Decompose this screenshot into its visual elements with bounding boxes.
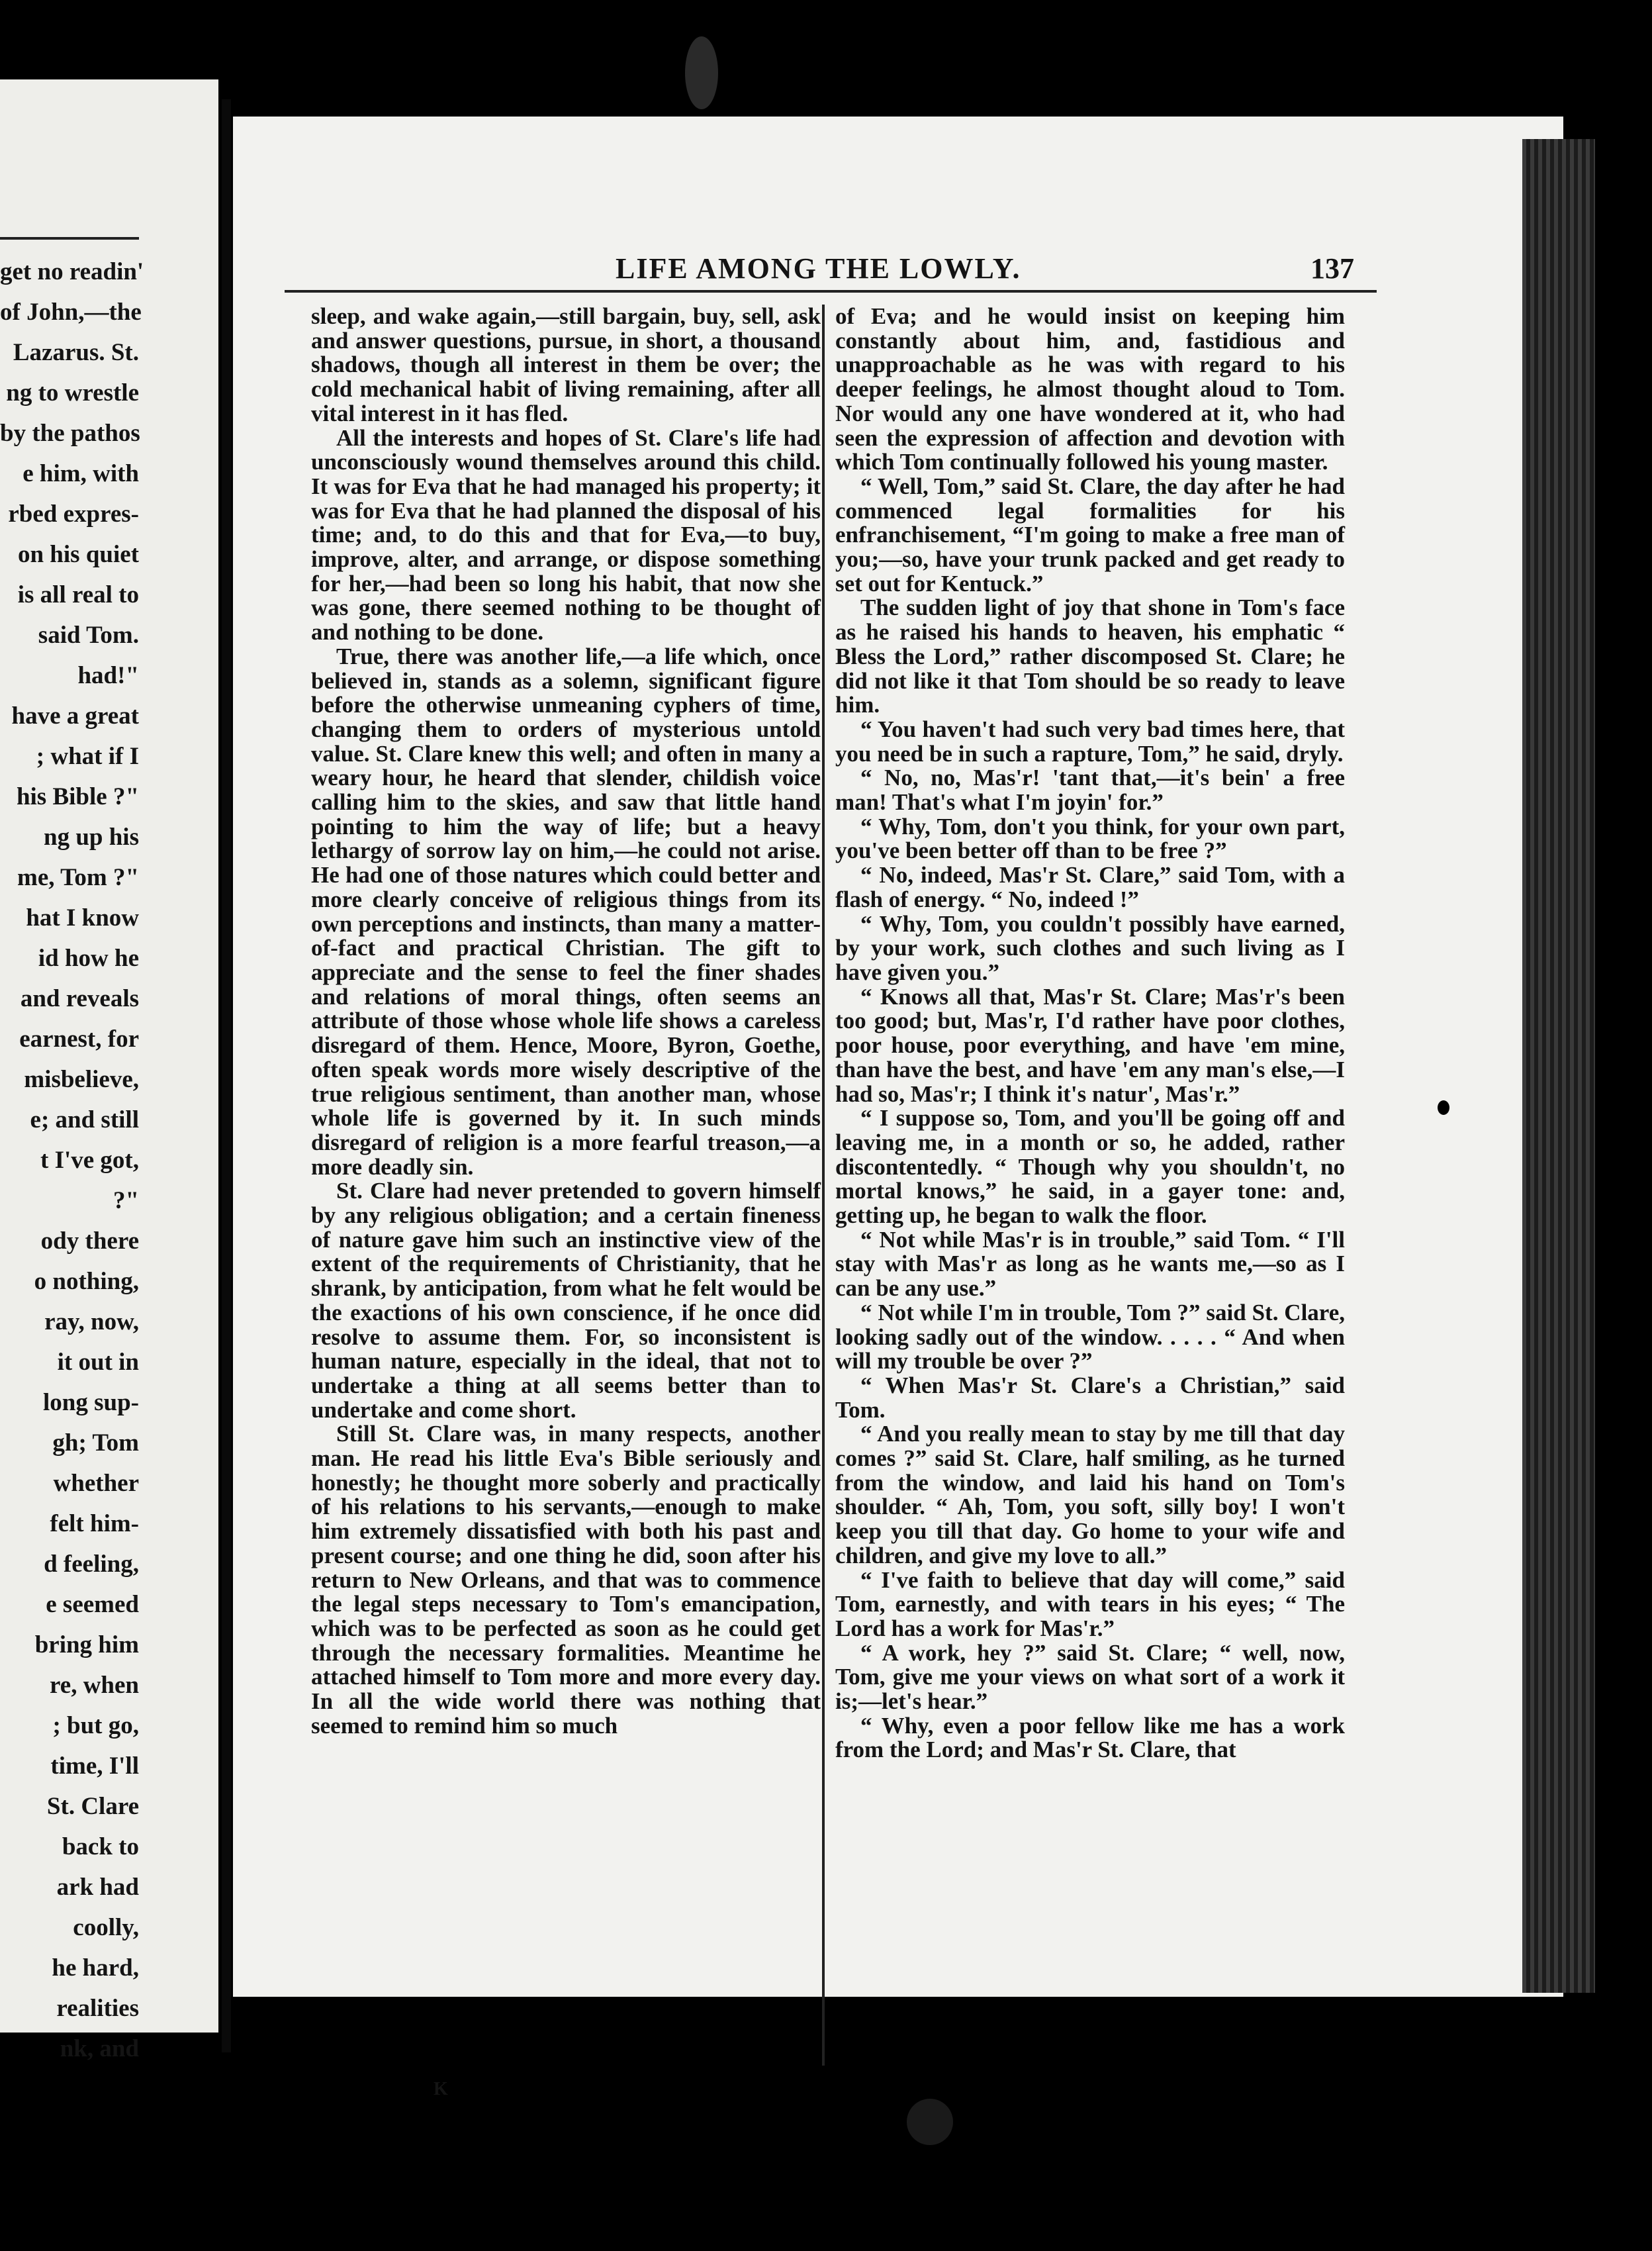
left-page-line: ; but go, xyxy=(52,1712,139,1739)
paragraph: “ No, no, Mas'r! 'tant that,—it's bein' a free man! That's what I'm joyin' for.” xyxy=(835,765,1345,816)
paragraph: of Eva; and he would insist on keeping him constantly about him, and, fastidious and unapproachable as he was with regard to his deeper feelings, he almost thought aloud to Tom. Nor would any one have wondered at it, who had seen the expression of affection and devotion with which Tom continually followed his young master. xyxy=(835,303,1345,475)
paragraph: “ And you really mean to stay by me till that day comes ?” said St. Clare, half smiling, as he turned from the window, and laid his hand on Tom's shoulder. “ Ah, Tom, you soft, silly boy! I won't keep you till that day. Go home to your wife and children, and give my love to all.” xyxy=(835,1421,1345,1568)
paragraph: “ I suppose so, Tom, and you'll be going off and leaving me, in a month or so, he added, rather discontentedly. “ Though why you shouldn't, no mortal knows,” he said, in a gayer tone: and, getting up, he began to walk the floor. xyxy=(835,1105,1345,1229)
page-header xyxy=(265,252,1357,291)
left-page-line: me, Tom ?" xyxy=(17,864,139,891)
left-page-line: said Tom. xyxy=(38,622,139,649)
left-page-line: have a great xyxy=(11,702,139,730)
left-page-line: long sup- xyxy=(43,1389,139,1416)
paragraph: “ Why, even a poor fellow like me has a work from the Lord; and Mas'r St. Clare, that xyxy=(835,1712,1345,1763)
left-page-line: nk, and xyxy=(60,2035,139,2062)
column-divider xyxy=(822,305,825,2066)
left-page-line: by the pathos xyxy=(0,420,140,447)
left-page-line: re, when xyxy=(50,1672,139,1699)
left-page-line: realities xyxy=(56,1995,139,2022)
paragraph: “ A work, hey ?” said St. Clare; “ well, now, Tom, give me your views on what sort of a work it is;—let's hear.” xyxy=(835,1639,1345,1715)
left-page-line: e seemed xyxy=(46,1591,139,1618)
left-page-line: misbelieve, xyxy=(24,1066,139,1093)
signature-mark: K xyxy=(434,2079,448,2099)
left-page-line: felt him- xyxy=(50,1510,139,1537)
left-page-header-rule xyxy=(0,237,139,240)
left-page-line: and reveals xyxy=(20,985,139,1012)
page-number: 137 xyxy=(1310,252,1354,285)
left-page-line: ng up his xyxy=(44,824,139,851)
left-page-line: id how he xyxy=(38,945,139,972)
left-page-line: bring him xyxy=(34,1631,139,1658)
left-page-lines xyxy=(0,252,218,2069)
left-page-line: his Bible ?" xyxy=(16,783,139,810)
left-page-line: ; what if I xyxy=(36,743,139,770)
left-page-line: time, I'll xyxy=(50,1752,139,1780)
paragraph: “ Why, Tom, don't you think, for your own part, you've been better off than to be free ?” xyxy=(835,813,1345,864)
left-page-line: he hard, xyxy=(52,1954,139,1982)
paragraph: “ No, indeed, Mas'r St. Clare,” said Tom, with a flash of energy. “ No, indeed !” xyxy=(835,862,1345,912)
paragraph: “ Knows all that, Mas'r St. Clare; Mas'r's been too good; but, Mas'r, I'd rather have poor clothes, poor house, poor everything, and have 'em mine, than have the best, and have 'em any man's else,—I had so, Mas'r; I think it's natur', Mas'r.” xyxy=(835,983,1345,1107)
left-page-line: t I've got, xyxy=(40,1147,139,1174)
left-page-line: rbed expres- xyxy=(8,501,139,528)
book-gutter xyxy=(222,99,231,2052)
left-page-line: ray, now, xyxy=(44,1308,139,1335)
left-page-line: ark had xyxy=(56,1874,139,1901)
left-page-fragment xyxy=(0,79,218,2062)
paragraph: “ When Mas'r St. Clare's a Christian,” said Tom. xyxy=(835,1372,1345,1423)
paragraph: “ Well, Tom,” said St. Clare, the day after he had commenced legal formalities for his enfranchisement, “I'm going to make a free man of you;—so, have your trunk packed and get ready to set out for Kentuck.” xyxy=(835,473,1345,597)
paragraph: The sudden light of joy that shone in Tom's face as he raised his hands to heaven, his emphatic “ Bless the Lord,” rather discomposed St. Clare; he did not like it that Tom should be so ready to leave him. xyxy=(835,595,1345,718)
ink-blot xyxy=(1438,1100,1449,1115)
page-edge-stack xyxy=(1522,139,1595,1993)
left-page-line: earnest, for xyxy=(19,1026,139,1053)
left-column xyxy=(311,305,821,2085)
paragraph: “ Not while I'm in trouble, Tom ?” said St. Clare, looking sadly out of the window. . . . . “ And when will my trouble be over ?” xyxy=(835,1299,1345,1374)
left-page-line: get no readin' xyxy=(0,258,144,285)
left-page-line: gh; Tom xyxy=(52,1429,139,1457)
left-page-line: ng to wrestle xyxy=(6,379,139,407)
left-page-line: coolly, xyxy=(73,1914,139,1941)
left-page-line: Lazarus. St. xyxy=(13,339,139,366)
paragraph: “ I've faith to believe that day will come,” said Tom, earnestly, and with tears in his eyes; “ The Lord has a work for Mas'r.” xyxy=(835,1566,1345,1641)
left-page-line: o nothing, xyxy=(34,1268,139,1295)
left-page-line: is all real to xyxy=(17,581,139,608)
ink-blot xyxy=(907,2099,953,2145)
paragraph: “ You haven't had such very bad times here, that you need be in such a rapture, Tom,” he said, dryly. xyxy=(835,716,1345,767)
paragraph: Still St. Clare was, in many respects, another man. He read his little Eva's Bible seriously and honestly; he thought more soberly and practically of his relations to his servants,—enough to make him extremely dissatisfied with both his past and present course; and one thing he did, soon after his return to New Orleans, and that was to commence the legal steps necessary to Tom's emancipation, which was to be perfected as soon as he could get through the necessary formalities. Meantime he attached himself to Tom more and more every day. In all the wide world there was nothing that seemed to remind him so much xyxy=(311,1421,821,1739)
left-page-line: ody there xyxy=(40,1227,139,1255)
paragraph: True, there was another life,—a life which, once believed in, stands as a solemn, significant figure before the otherwise unmeaning cyphers of time, changing them to orders of mysterious untold value. St. Clare knew this well; and often in many a weary hour, he heard that slender, childish voice calling him to the skies, and saw that little hand pointing to him the way of life; but a heavy lethargy of sorrow lay on him,—he could not arise. He had one of those natures which could better and more clearly conceive of religious things from its own perceptions and instincts, than many a matter-of-fact and practical Christian. The gift to appreciate and the sense to feel the finer shades and relations of moral things, often seems an attribute of those whose whole life shows a careless disregard of them. Hence, Moore, Byron, Goethe, often speak words more wisely descriptive of the true religious sentiment, than another man, whose whole life is governed by it. In such minds disregard of religion is a more fearful treason,—a more deadly sin. xyxy=(311,643,821,1180)
left-page-line: whether xyxy=(53,1470,139,1497)
left-page-line: St. Clare xyxy=(46,1793,139,1820)
paragraph: “ Not while Mas'r is in trouble,” said Tom. “ I'll stay with Mas'r as long as he wants me,—so as I can be any use.” xyxy=(835,1226,1345,1302)
left-page-line: hat I know xyxy=(26,904,139,932)
left-page-line: e him, with xyxy=(23,460,139,487)
left-page-line: on his quiet xyxy=(17,541,139,568)
left-page-line: ?" xyxy=(113,1187,139,1214)
left-page-line: had!" xyxy=(77,662,139,689)
paragraph: St. Clare had never pretended to govern himself by any religious obligation; and a certain fineness of nature gave him such an instinctive view of the extent of the requirements of Christianity, that he shrank, by anticipation, from what he felt would be the exactions of his own conscience, if he once did resolve to assume them. For, so inconsistent is human nature, especially in the ideal, that not to undertake a thing at all seems better than to undertake and come short. xyxy=(311,1178,821,1423)
running-title: LIFE AMONG THE LOWLY. xyxy=(616,252,1021,285)
left-page-line: back to xyxy=(62,1833,139,1860)
left-page-line: of John,—the xyxy=(0,299,142,326)
paragraph: “ Why, Tom, you couldn't possibly have earned, by your work, such clothes and such living as I have given you.” xyxy=(835,910,1345,985)
right-column xyxy=(835,305,1345,2039)
paragraph: sleep, and wake again,—still bargain, buy, sell, ask and answer questions, pursue, in short, a thousand shadows, though all interest in them be over; the cold mechanical habit of living remaining, after all vital interest in it has fled. xyxy=(311,303,821,426)
left-page-line: it out in xyxy=(57,1349,139,1376)
paragraph: All the interests and hopes of St. Clare's life had unconsciously wound themselves around this child. It was for Eva that he had managed his property; it was for Eva that he had planned the disposal of his time; and, to do this and that for Eva,—to buy, improve, alter, and arrange, or dispose something for her,—had been so long his habit, that now she was gone, there seemed nothing to be thought of and nothing to be done. xyxy=(311,424,821,646)
left-page-line: e; and still xyxy=(30,1106,139,1133)
left-page-line: d feeling, xyxy=(44,1551,139,1578)
header-rule xyxy=(285,290,1377,293)
ink-blot xyxy=(685,36,718,109)
